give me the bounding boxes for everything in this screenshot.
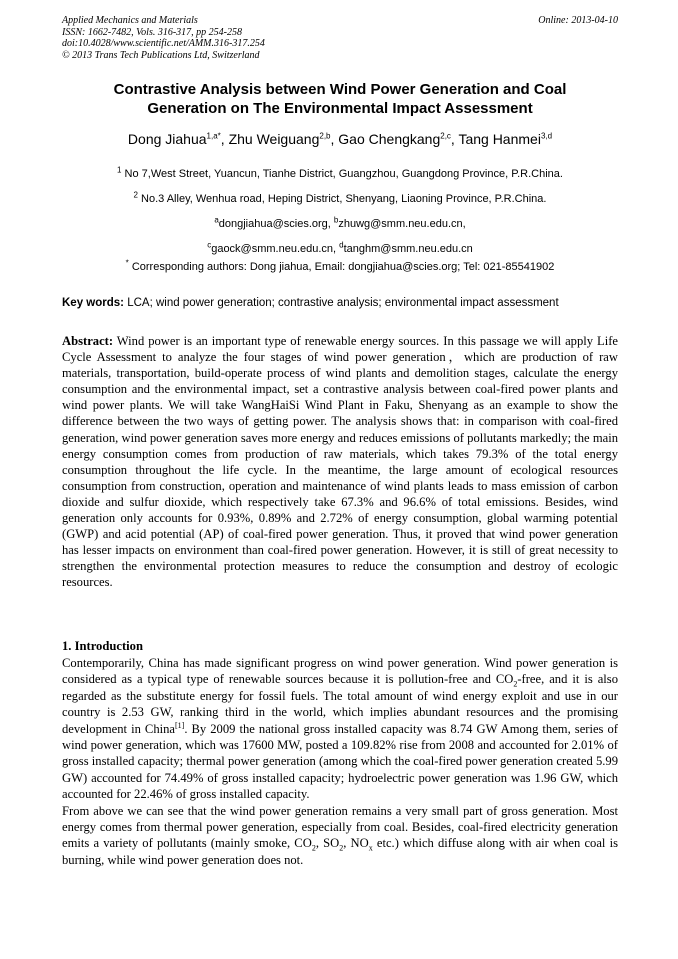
affiliation-1	[62, 165, 618, 181]
corresponding-text: Corresponding authors: Dong jiahua, Email: dongjiahua@scies.org; Tel: 021-85541902	[128, 261, 555, 273]
affiliation-mark: 2	[133, 190, 138, 200]
email-line-1	[62, 215, 618, 231]
subscript: 2	[339, 843, 344, 853]
email-line-2	[62, 240, 618, 256]
author-affiliation-mark: 1,a*	[206, 131, 221, 141]
author-separator: ,	[220, 131, 229, 147]
author-affiliation-mark: 2,c	[440, 131, 451, 141]
citation-ref: [1]	[175, 720, 185, 730]
author-name: Tang Hanmei	[458, 131, 541, 147]
title-line-1: Contrastive Analysis between Wind Power Generation and Coal	[113, 81, 567, 98]
abstract	[62, 333, 618, 591]
copyright-line: © 2013 Trans Tech Publications Ltd, Switzerland	[62, 49, 260, 61]
keywords-text: LCA; wind power generation; contrastive analysis; environmental impact assessment	[124, 297, 559, 309]
doi-line: doi:10.4028/www.scientific.net/AMM.316-317.254	[62, 38, 265, 49]
author-name: Gao Chengkang	[338, 131, 441, 147]
introduction-paragraph-2	[62, 803, 618, 869]
journal-name: Applied Mechanics and Materials	[62, 15, 198, 26]
author-affiliation-mark: 2,b	[319, 131, 331, 141]
author-name: Dong Jiahua	[127, 131, 207, 147]
text-run: . By 2009 the national gross installed capacity was 8.74 GW Among them, series of wind power generation, which was 17600 MW, posted a 109.82% rise from 2008 and accounted for 2.01% of gross installed capacity; thermal power generation (among which the coal-fired power generation created 5.99 GW) accounted for 74.49% of gross installed capacity; hydroelectric power generation was 1.96 GW, which accounted for 22.46% of gross installed capacity.	[62, 721, 618, 802]
subscript: x	[368, 843, 373, 853]
text-run: -free, and it is also regarded as the substitute energy for fossil fuels. The total amount of wind energy exploit and use in our country is 2.53 GW, ranking third in the world, which implies abundant resources and the promising development in China	[62, 672, 618, 736]
abstract-text: Wind power is an important type of renewable energy sources. In this passage we will apply Life Cycle Assessment to analyze the four stages of wind power generation，which are production of raw materials, transportation, build-operate process of wind plants and demolition stages, calculate the energy consumption and the environmental impact, set a contrastive analysis between coal-fired power plants and wind power plants. We will take WangHaiSi Wind Plant in Faku, Shenyang as an example to show the difference between the two ways of getting power. The analysis shows that: in comparison with coal-fired generation, wind power generation saves more energy and reduces emissions of pollutants markedly; the main energy consumption comes from production of raw materials, which takes 79.3% of the total energy consumption throughout the life cycle. In the meantime, the large amount of ecological resources consumption from construction, operation and maintenance of wind plants leads to mass emission of carbon dioxide and sulfur dioxide, which respectively take 67.3% and 96.6% of total emissions. Besides, wind generation only accounts for 0.93%, 0.89% and 2.72% of energy consumption, global warming potential (GWP) and acid potential (AP) of coal-fired power generation. Thus, it proved that wind power generation has lesser impacts on environment than coal-fired power generation. However, it is still of great necessity to strengthen the environmental protection measures to reduce the consumption and destroy of ecologic resources.	[62, 334, 618, 590]
author-affiliation-mark: 3,d	[540, 131, 553, 141]
author-separator: ,	[450, 131, 459, 147]
text-run: From above we can see that the wind power generation remains a very small part of gross generation. Most energy comes from thermal power generation, especially from coal. Besides, coal-fired electricity generation emits a variety of pollutants (mainly smoke, CO	[62, 803, 618, 851]
subscript: 2	[311, 843, 316, 853]
title-line-2: Generation on The Environmental Impact Assessment	[147, 100, 533, 117]
corresponding-mark: *	[125, 258, 129, 268]
affiliation-mark: 1	[117, 165, 122, 175]
online-date: Online: 2013-04-10	[538, 15, 618, 26]
email-address: gaock@smm.neu.edu.cn,	[211, 243, 340, 255]
keywords-label: Key words:	[62, 297, 124, 309]
journal-header	[62, 15, 618, 61]
section-heading-introduction: 1. Introduction	[62, 639, 143, 653]
issn-line: ISSN: 1662-7482, Vols. 316-317, pp 254-258	[62, 26, 242, 38]
introduction-paragraph-1	[62, 655, 618, 803]
text-run: etc.) which diffuse along with air when coal is burning, while wind power generation does not.	[62, 836, 618, 867]
email-mark: a	[214, 215, 219, 225]
email-address: dongjiahua@scies.org,	[218, 218, 334, 230]
introduction-body	[62, 655, 618, 868]
email-mark: b	[333, 215, 339, 225]
email-address: tanghm@smm.neu.edu.cn	[343, 243, 473, 255]
text-run: , NO	[343, 836, 369, 851]
affiliation-text: No 7,West Street, Yuancun, Tianhe District, Guangzhou, Guangdong Province, P.R.China.	[121, 168, 563, 180]
keywords	[62, 296, 618, 310]
subscript: 2	[513, 679, 518, 689]
text-run: Contemporarily, China has made significant progress on wind power generation. Wind power generation is considered as a typical type of renewable sources because it is pollution-free and CO	[62, 656, 618, 687]
author-list	[62, 130, 618, 148]
author-separator: ,	[330, 131, 339, 147]
text-run: , SO	[315, 836, 340, 851]
affiliation-2	[62, 190, 618, 206]
author-name: Zhu Weiguang	[228, 131, 320, 147]
paper-title	[62, 80, 618, 118]
corresponding-author	[62, 258, 618, 274]
abstract-label: Abstract:	[62, 334, 114, 348]
email-mark: c	[207, 240, 212, 250]
email-mark: d	[339, 240, 344, 250]
email-address: zhuwg@smm.neu.edu.cn,	[338, 218, 466, 230]
affiliation-text: No.3 Alley, Wenhua road, Heping District, Shenyang, Liaoning Province, P.R.China.	[137, 193, 547, 205]
